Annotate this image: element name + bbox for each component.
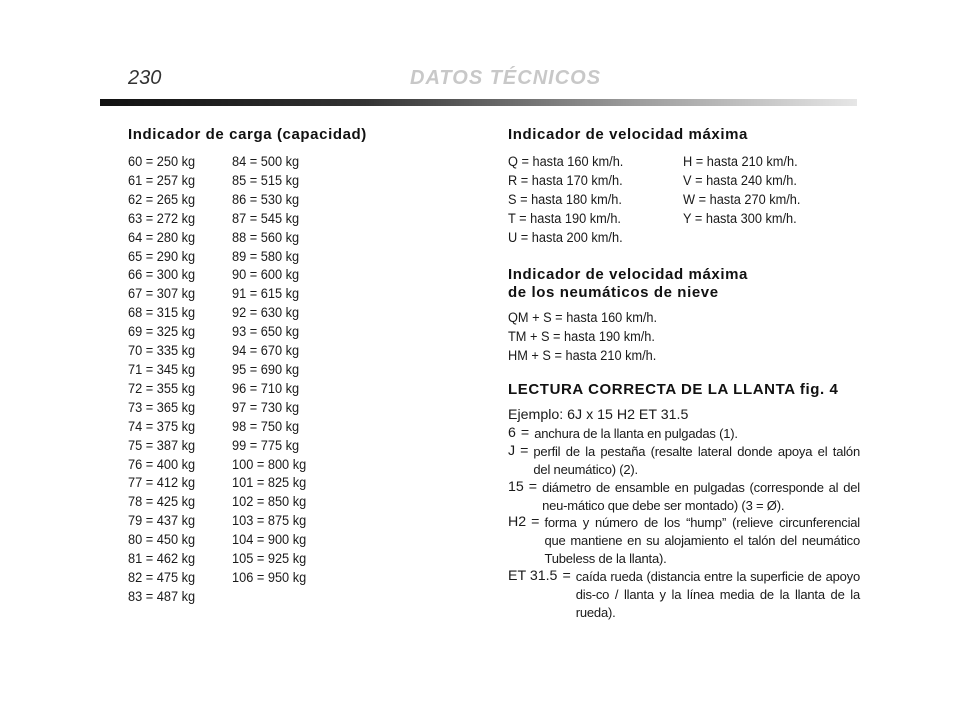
snow-speed-heading [508,266,748,302]
load-index-entry: 100 = 800 kg [232,456,307,473]
rim-definition-key: 6 [508,424,516,441]
section-title: DATOS TÉCNICOS [410,67,602,89]
speed-index-heading: Indicador de velocidad máxima [508,126,748,143]
rim-example: Ejemplo: 6J x 15 H2 ET 31.5 [508,407,689,423]
load-index-entry: 93 = 650 kg [232,324,300,341]
speed-index-entry: U = hasta 200 km/h. [508,229,623,246]
load-index-entry: 86 = 530 kg [232,191,300,208]
load-index-entry: 94 = 670 kg [232,343,300,360]
rim-definition-key: J [508,442,516,459]
speed-index-entry: W = hasta 270 km/h. [683,191,801,208]
snow-speed-entry: QM + S = hasta 160 km/h. [508,310,658,326]
snow-heading-line-2: de los neumáticos de nieve [508,284,719,301]
load-index-entry: 90 = 600 kg [232,267,300,284]
load-index-entry: 70 = 335 kg [128,343,196,360]
rim-definition-row [508,443,860,479]
rim-definition-key: H2 [508,514,527,531]
load-index-entry: 64 = 280 kg [128,229,196,246]
load-index-entry: 81 = 462 kg [128,551,196,568]
speed-index-entry: Y = hasta 300 km/h. [683,210,797,227]
equals-sign: = [528,478,538,495]
rim-reading-heading: LECTURA CORRECTA DE LA LLANTA fig. 4 [508,381,839,398]
load-index-entry: 85 = 515 kg [232,172,300,189]
load-index-entry: 105 = 925 kg [232,551,307,568]
load-index-entry: 62 = 265 kg [128,191,196,208]
rim-definition-row [508,479,860,515]
rim-reading-block [508,407,860,622]
header-rule [100,99,857,106]
load-index-entry: 106 = 950 kg [232,569,307,586]
load-index-entry: 65 = 290 kg [128,248,196,265]
load-index-entry: 99 = 775 kg [232,437,300,454]
load-index-entry: 104 = 900 kg [232,532,307,549]
speed-index-entry: T = hasta 190 km/h. [508,210,621,227]
load-index-entry: 73 = 365 kg [128,399,196,416]
snow-speed-entry: TM + S = hasta 190 km/h. [508,328,655,345]
rim-definition-row [508,514,860,568]
load-index-entry: 89 = 580 kg [232,248,300,265]
load-index-entry: 95 = 690 kg [232,361,300,378]
load-index-column-2 [232,153,306,588]
snow-heading-line-1: Indicador de velocidad máxima [508,266,748,283]
speed-index-column-1 [508,153,623,248]
rim-definition-text: perfil de la pestaña (resalte lateral donde apoya el talón del neumático) (2). [533,443,860,477]
speed-index-entry: S = hasta 180 km/h. [508,191,622,208]
load-index-entry: 72 = 355 kg [128,380,196,397]
rim-definition-text: diámetro de ensamble en pulgadas (corresponde al del neu-mático que debe ser montado) (3 = Ø). [542,479,860,513]
page-number: 230 [128,67,162,89]
rim-definition-row [508,425,860,443]
load-index-entry: 97 = 730 kg [232,399,300,416]
load-index-entry: 71 = 345 kg [128,361,196,378]
equals-sign: = [520,442,529,459]
speed-index-column-2 [683,153,800,229]
load-index-entry: 87 = 545 kg [232,210,300,227]
load-index-entry: 92 = 630 kg [232,305,300,322]
load-index-entry: 69 = 325 kg [128,324,196,341]
rim-definition-key: ET 31.5 [508,568,558,585]
rim-definition-text: caída rueda (distancia entre la superficie de apoyo dis-co / llanta y la línea media de la llanta de la rueda). [575,569,860,620]
speed-index-entry: R = hasta 170 km/h. [508,172,623,189]
load-index-entry: 91 = 615 kg [232,286,300,303]
speed-index-entry: Q = hasta 160 km/h. [508,154,624,170]
load-index-entry: 88 = 560 kg [232,229,300,246]
load-index-entry: 80 = 450 kg [128,532,196,549]
rim-definition-text: anchura de la llanta en pulgadas (1). [534,425,738,441]
load-index-entry: 103 = 875 kg [232,513,307,530]
load-index-entry: 83 = 487 kg [128,588,196,605]
load-index-entry: 76 = 400 kg [128,456,196,473]
speed-index-entry: H = hasta 210 km/h. [683,154,798,170]
snow-speed-list [508,309,657,366]
rim-definition-text: forma y número de los “hump” (relieve circunferencial que mantiene en su alojamiento el talón del neumático Tubeless de la llanta). [544,515,860,567]
load-index-column-1 [128,153,195,607]
load-index-entry: 60 = 250 kg [128,154,196,170]
snow-speed-entry: HM + S = hasta 210 km/h. [508,347,657,364]
load-index-entry: 102 = 850 kg [232,494,307,511]
load-index-entry: 79 = 437 kg [128,513,196,530]
equals-sign: = [531,514,540,531]
equals-sign: = [520,424,530,441]
load-index-entry: 84 = 500 kg [232,154,300,170]
load-index-entry: 63 = 272 kg [128,210,196,227]
load-index-entry: 74 = 375 kg [128,418,196,435]
load-index-entry: 75 = 387 kg [128,437,196,454]
load-index-entry: 67 = 307 kg [128,286,196,303]
load-index-heading: Indicador de carga (capacidad) [128,126,367,143]
rim-definition-key: 15 [508,478,524,495]
load-index-entry: 61 = 257 kg [128,172,196,189]
speed-index-entry: V = hasta 240 km/h. [683,172,797,189]
load-index-entry: 98 = 750 kg [232,418,300,435]
load-index-entry: 68 = 315 kg [128,305,196,322]
load-index-entry: 66 = 300 kg [128,267,196,284]
load-index-entry: 96 = 710 kg [232,380,300,397]
load-index-entry: 82 = 475 kg [128,569,196,586]
rim-definition-row [508,568,860,622]
load-index-entry: 78 = 425 kg [128,494,196,511]
equals-sign: = [562,568,571,585]
load-index-entry: 77 = 412 kg [128,475,196,492]
load-index-entry: 101 = 825 kg [232,475,307,492]
